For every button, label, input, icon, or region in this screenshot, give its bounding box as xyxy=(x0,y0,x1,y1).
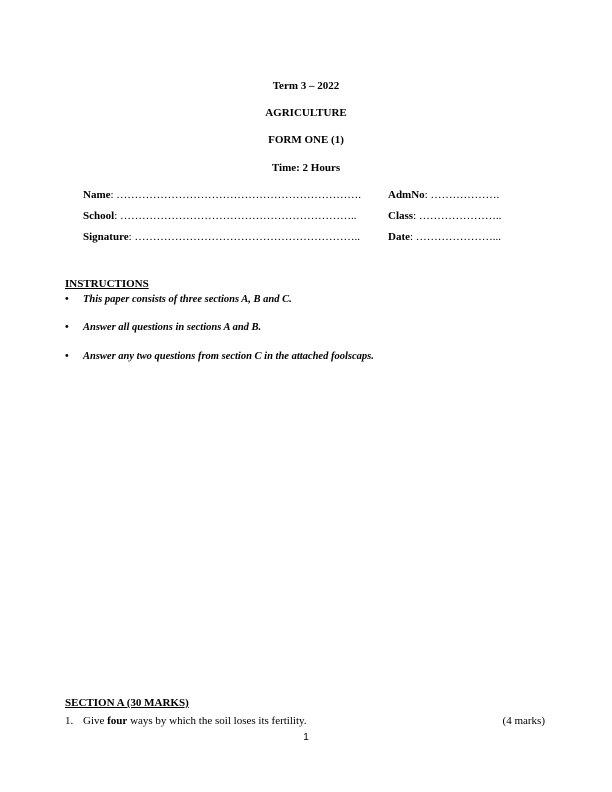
class-field[interactable]: : ………………….. xyxy=(413,210,502,222)
name-field[interactable]: : …………………………………………………………. xyxy=(110,189,362,201)
admno-label: AdmNo xyxy=(388,189,425,201)
school-field[interactable]: : ……………………………………………………….. xyxy=(114,210,357,222)
instruction-item: • Answer any two questions from section C in the attached foolscaps. xyxy=(65,351,374,362)
admno-field-group xyxy=(388,189,499,201)
question-text-emphasis: four xyxy=(107,715,128,727)
name-field-row xyxy=(83,189,500,201)
bullet-icon: • xyxy=(65,294,69,305)
date-label: Date xyxy=(388,231,410,243)
bullet-icon: • xyxy=(65,322,69,333)
question-number: 1. xyxy=(65,715,74,727)
bullet-icon: • xyxy=(65,351,69,362)
page-number: 1 xyxy=(303,732,309,743)
exam-term: Term 3 – 2022 xyxy=(272,80,340,92)
school-label: School xyxy=(83,210,115,222)
signature-field[interactable]: : …………………………………………………….. xyxy=(128,231,360,243)
question-marks: (4 marks) xyxy=(502,715,545,727)
signature-label: Signature xyxy=(83,231,129,243)
question-1 xyxy=(65,715,545,727)
class-field-group xyxy=(388,210,501,222)
instruction-item: • This paper consists of three sections A, B and C. xyxy=(65,294,292,305)
question-text-end: ways by which the soil loses its fertility. xyxy=(127,715,307,727)
date-field[interactable]: : …………………... xyxy=(410,231,502,243)
section-a-heading: SECTION A (30 MARKS) xyxy=(65,697,189,709)
class-label: Class xyxy=(388,210,414,222)
instructions-heading: INSTRUCTIONS xyxy=(65,278,149,290)
signature-field-row xyxy=(83,231,502,243)
exam-subject: AGRICULTURE xyxy=(265,107,347,119)
date-field-group xyxy=(388,231,501,243)
school-field-row xyxy=(83,210,502,222)
question-text-start: Give xyxy=(83,715,108,727)
instruction-item: • Answer all questions in sections A and B. xyxy=(65,322,262,333)
exam-form: FORM ONE (1) xyxy=(268,134,344,146)
admno-field[interactable]: : ………………. xyxy=(424,189,500,201)
name-label: Name xyxy=(83,189,111,201)
exam-time: Time: 2 Hours xyxy=(271,162,341,174)
